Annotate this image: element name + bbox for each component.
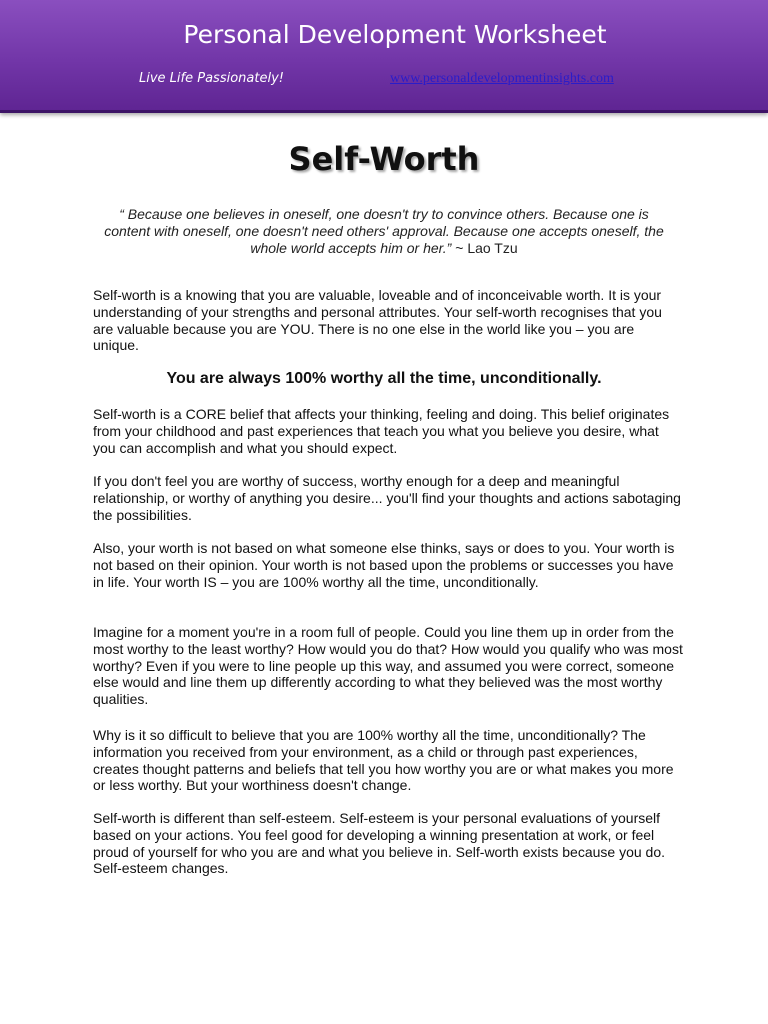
paragraph-5 bbox=[93, 624, 683, 708]
highlight-statement: You are always 100% worthy all the time, unconditionally. bbox=[166, 370, 602, 387]
paragraph-text: Self-worth is a CORE belief that affects your thinking, feeling and doing. This belief originates from your childhood and past experiences that teach you what you believe you desire, what you can accomplish and what you should expect. bbox=[93, 406, 670, 456]
paragraph-text: Self-worth is a knowing that you are valuable, loveable and of inconceivable worth. It is your understanding of your strengths and personal attributes. Your self-worth recognises that you are valuable because you are YOU. There is no one else in the world like you – you are unique. bbox=[93, 287, 662, 354]
paragraph-6 bbox=[93, 727, 683, 794]
tagline: Live Life Passionately! bbox=[139, 71, 284, 86]
paragraph-text: Why is it so difficult to believe that you are 100% worthy all the time, unconditionally? The information you received from your environment, as a child or through past experiences, creates thought patterns and beliefs that tell you how worthy you are or what makes you more or less worthy. But your worthiness doesn't change. bbox=[93, 727, 674, 794]
paragraph-text: If you don't feel you are worthy of success, worthy enough for a deep and meaningful relationship, or worthy of anything you desire... you'll find your thoughts and actions sabotaging the possibilities. bbox=[93, 473, 681, 523]
website-link[interactable]: www.personaldevelopmentinsights.com bbox=[390, 71, 614, 86]
worksheet-title: Personal Development Worksheet bbox=[183, 20, 607, 49]
paragraph-4 bbox=[93, 540, 683, 590]
quote-text: “ Because one believes in oneself, one doesn't try to convince others. Because one is content with oneself, one doesn't need others' approval. Because one accepts oneself, the whole world accepts him or her.” bbox=[104, 206, 664, 256]
quote bbox=[96, 206, 672, 257]
page-title: Self-Worth bbox=[288, 140, 480, 178]
paragraph-text: Imagine for a moment you're in a room full of people. Could you line them up in order from the most worthy to the least worthy? How would you do that? How would you qualify who was most worthy? Even if you were to line people up this way, and assumed you were correct, someone else would and line them up differently according to what they believed was the most worthy qualities. bbox=[93, 624, 683, 708]
header-banner bbox=[0, 0, 768, 113]
paragraph-3 bbox=[93, 473, 683, 523]
paragraph-text: Also, your worth is not based on what someone else thinks, says or does to you. Your worth is not based on their opinion. Your worth is not based upon the problems or successes you have in life. Your worth IS – you are 100% worthy all the time, unconditionally. bbox=[93, 540, 675, 590]
paragraph-7 bbox=[93, 810, 683, 877]
paragraph-text: Self-worth is different than self-esteem. Self-esteem is your personal evaluations of yourself based on your actions. You feel good for developing a winning presentation at work, or feel proud of yourself for who you are and what you believe in. Self-worth exists because you do. Self-esteem changes. bbox=[93, 810, 665, 877]
paragraph-2 bbox=[93, 406, 683, 456]
quote-attribution: ~ Lao Tzu bbox=[451, 240, 518, 256]
paragraph-1 bbox=[93, 287, 683, 354]
